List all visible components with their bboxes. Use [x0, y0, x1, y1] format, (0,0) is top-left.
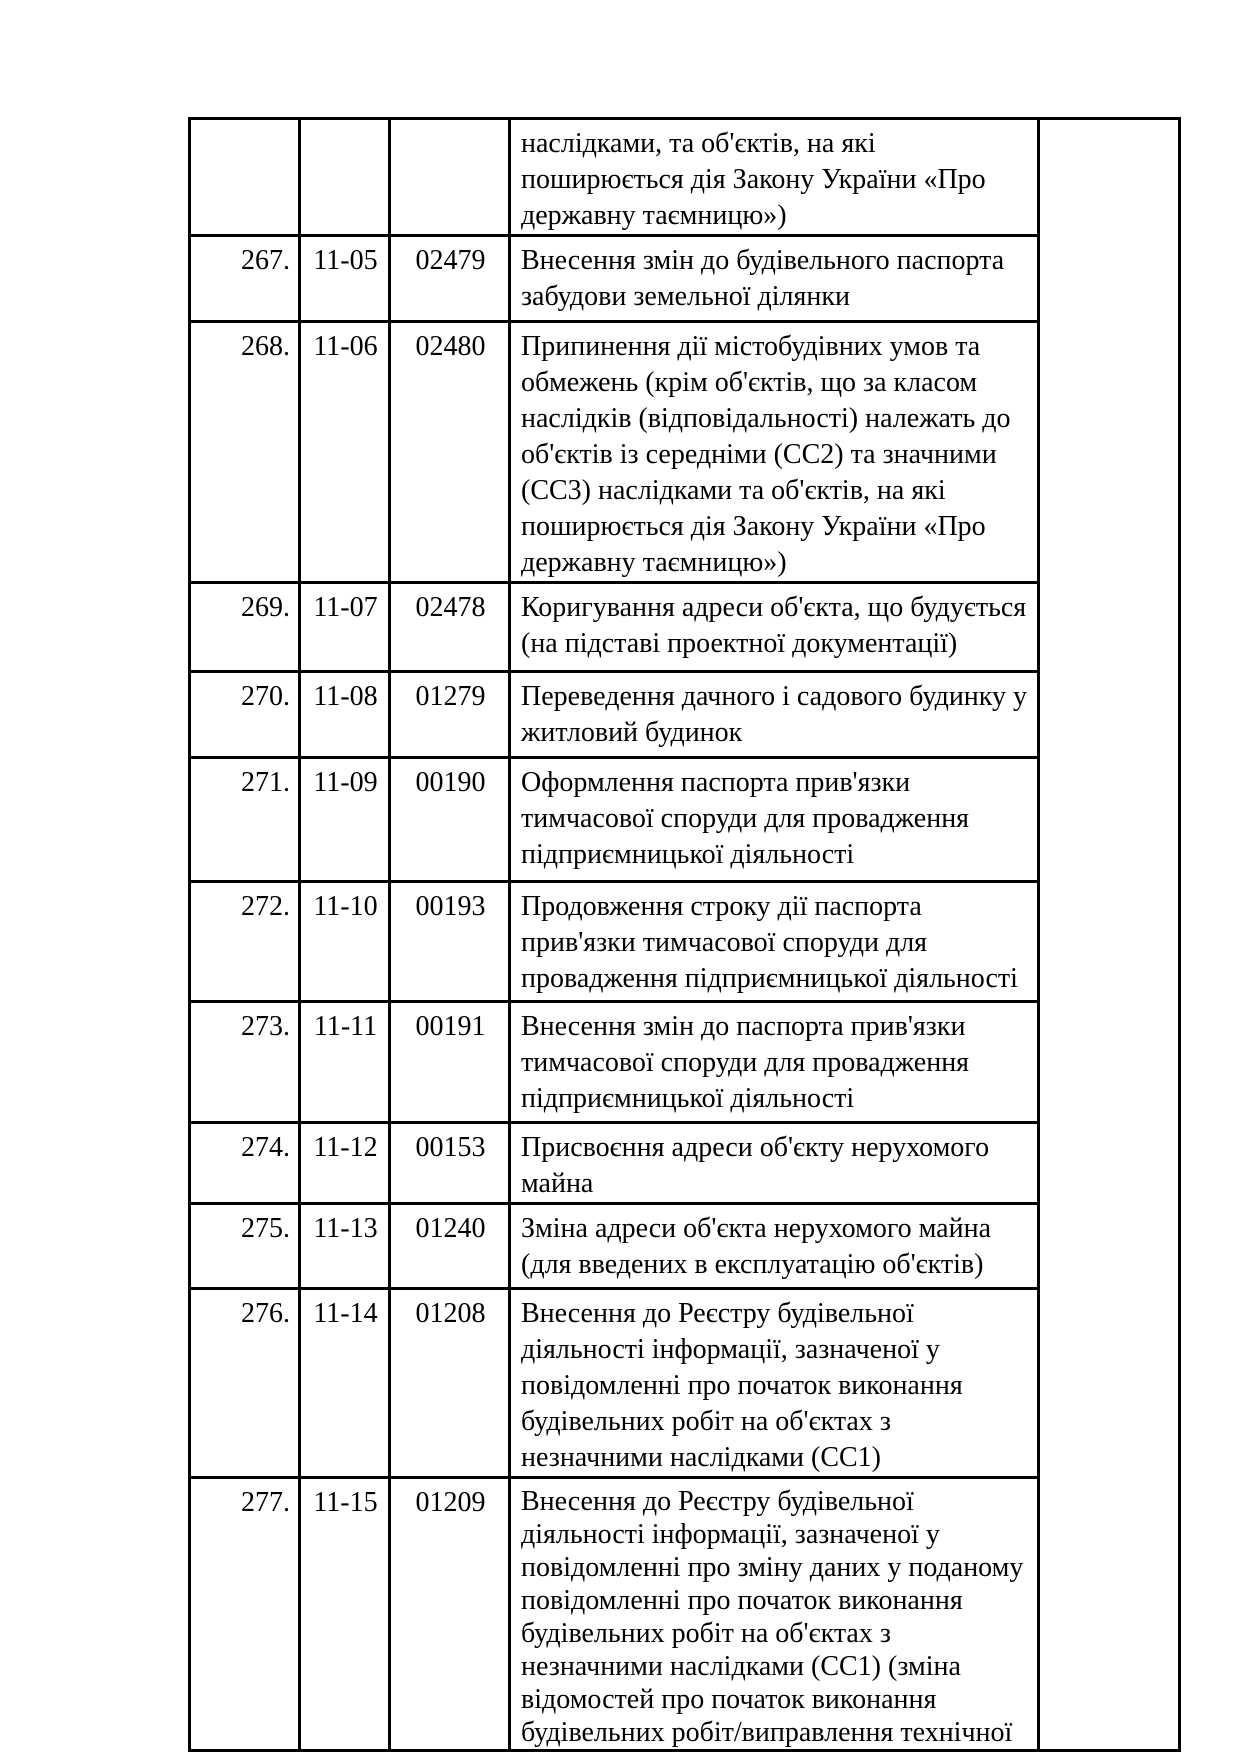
description-cell: наслідками, та об'єктів, на які поширюється дія Закону України «Про державну таємницю»): [510, 119, 1039, 236]
row-number-cell: 275.: [190, 1204, 300, 1289]
group-code-cell: 11-12: [300, 1123, 390, 1204]
service-code-cell: 02480: [390, 322, 510, 583]
table-row: [190, 1478, 1180, 1751]
service-code-cell: [390, 119, 510, 236]
description-cell: Присвоєння адреси об'єкту нерухомого майна: [510, 1123, 1039, 1204]
notes-column-cell: [1039, 119, 1180, 1751]
table-row-continuation: [190, 119, 1180, 236]
service-code-cell: 01240: [390, 1204, 510, 1289]
row-number-cell: 272.: [190, 882, 300, 1002]
row-number-cell: 270.: [190, 672, 300, 758]
admin-services-table: [188, 117, 1181, 1752]
row-number-cell: 267.: [190, 236, 300, 322]
service-code-cell: 02479: [390, 236, 510, 322]
service-code-cell: 00191: [390, 1002, 510, 1123]
description-cell: Припинення дії містобудівних умов та обмежень (крім об'єктів, що за класом наслідків (відповідальності) належать до об'єктів із середніми (СС2) та значними (СС3) наслідками та об'єктів, на які поширюється дія Закону України «Про державну таємницю»): [510, 322, 1039, 583]
table-row: [190, 882, 1180, 1002]
group-code-cell: 11-09: [300, 758, 390, 882]
table-row: [190, 758, 1180, 882]
description-cell: Переведення дачного і садового будинку у житловий будинок: [510, 672, 1039, 758]
table-row: [190, 236, 1180, 322]
description-cell: Внесення до Реєстру будівельної діяльності інформації, зазначеної у повідомленні про зміну даних у поданому повідомленні про початок виконання будівельних робіт на об'єктах з незначними наслідками (СС1) (зміна відомостей про початок виконання будівельних робіт/виправлення технічної: [510, 1478, 1039, 1751]
group-code-cell: 11-15: [300, 1478, 390, 1751]
description-cell: Внесення до Реєстру будівельної діяльності інформації, зазначеної у повідомленні про початок виконання будівельних робіт на об'єктах з незначними наслідками (СС1): [510, 1289, 1039, 1478]
description-cell: Внесення змін до будівельного паспорта забудови земельної ділянки: [510, 236, 1039, 322]
description-cell: Оформлення паспорта прив'язки тимчасової споруди для провадження підприємницької діяльності: [510, 758, 1039, 882]
row-number-cell: 277.: [190, 1478, 300, 1751]
group-code-cell: 11-06: [300, 322, 390, 583]
service-code-cell: 01209: [390, 1478, 510, 1751]
service-code-cell: 02478: [390, 583, 510, 672]
group-code-cell: 11-11: [300, 1002, 390, 1123]
description-cell: Коригування адреси об'єкта, що будується (на підставі проектної документації): [510, 583, 1039, 672]
table-row: [190, 1204, 1180, 1289]
description-cell: Внесення змін до паспорта прив'язки тимчасової споруди для провадження підприємницької діяльності: [510, 1002, 1039, 1123]
service-code-cell: 00193: [390, 882, 510, 1002]
row-number-cell: 274.: [190, 1123, 300, 1204]
description-cell: Зміна адреси об'єкта нерухомого майна (для введених в експлуатацію об'єктів): [510, 1204, 1039, 1289]
service-code-cell: 01279: [390, 672, 510, 758]
row-number-cell: 269.: [190, 583, 300, 672]
table-row: [190, 1123, 1180, 1204]
table-row: [190, 1002, 1180, 1123]
description-cell: Продовження строку дії паспорта прив'язки тимчасової споруди для провадження підприємницької діяльності: [510, 882, 1039, 1002]
group-code-cell: 11-08: [300, 672, 390, 758]
service-code-cell: 00153: [390, 1123, 510, 1204]
table-row: [190, 672, 1180, 758]
group-code-cell: 11-07: [300, 583, 390, 672]
group-code-cell: [300, 119, 390, 236]
row-number-cell: 271.: [190, 758, 300, 882]
group-code-cell: 11-13: [300, 1204, 390, 1289]
table-row: [190, 322, 1180, 583]
group-code-cell: 11-14: [300, 1289, 390, 1478]
row-number-cell: 273.: [190, 1002, 300, 1123]
row-number-cell: 268.: [190, 322, 300, 583]
row-number-cell: [190, 119, 300, 236]
service-code-cell: 01208: [390, 1289, 510, 1478]
service-code-cell: 00190: [390, 758, 510, 882]
group-code-cell: 11-05: [300, 236, 390, 322]
group-code-cell: 11-10: [300, 882, 390, 1002]
table-row: [190, 583, 1180, 672]
row-number-cell: 276.: [190, 1289, 300, 1478]
table-row: [190, 1289, 1180, 1478]
